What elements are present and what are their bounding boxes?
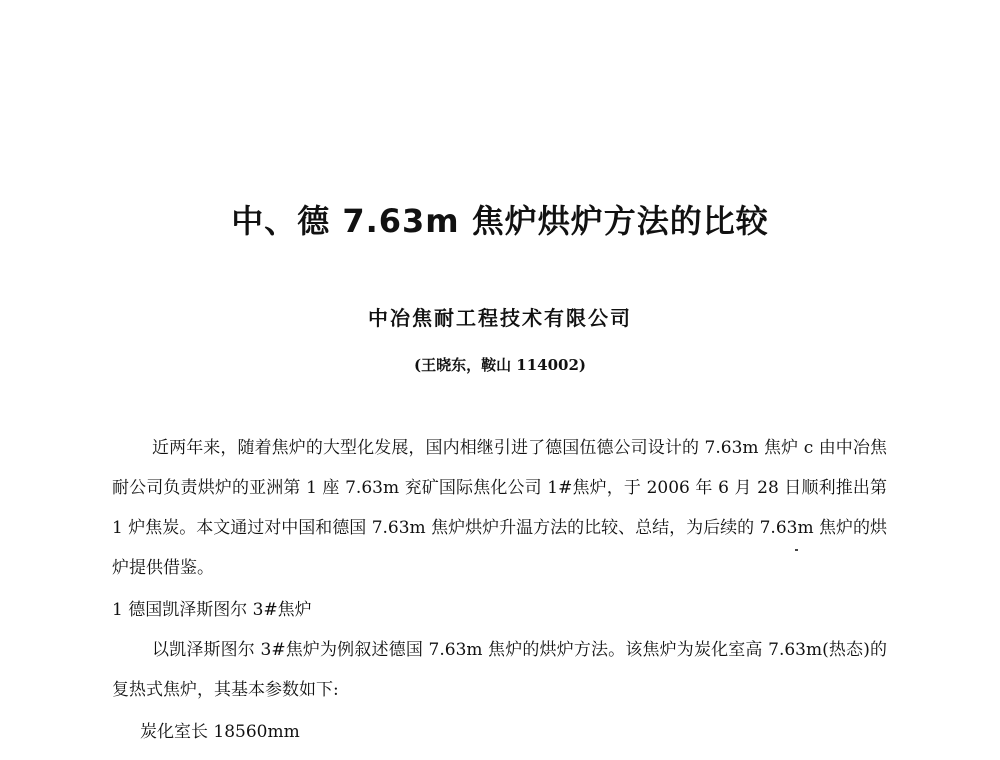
section-heading: 1 德国凯泽斯图尔 3#焦炉 [112, 600, 312, 620]
author-line: (王晓东，鞍山 114002) [413, 356, 587, 374]
parameter-line: 炭化室长 18560mm [140, 722, 300, 742]
author-organization: 中冶焦耐工程技术有限公司 [368, 306, 632, 330]
paper-title: 中、德 7.63m 焦炉烘炉方法的比较 [231, 202, 769, 240]
intro-paragraph: 近两年来，随着焦炉的大型化发展，国内相继引进了德国伍德公司设计的 7.63m 焦炉 c 由中冶焦耐公司负责烘炉的亚洲第 1 座 7.63m 兖矿国际焦化公司 1#焦炉，于 2006 年 6 月 28 日顺利推出第 1 炉焦炭。本文通过对中国和德国 7.63m 焦炉烘炉升温方法的比较、总结，为后续的 7.63m 焦炉的烘炉提供借鉴。 [112, 438, 887, 578]
scan-speck [795, 549, 798, 551]
section-paragraph: 以凯泽斯图尔 3#焦炉为例叙述德国 7.63m 焦炉的烘炉方法。该焦炉为炭化室高 7.63m(热态)的复热式焦炉，其基本参数如下: [112, 640, 887, 700]
